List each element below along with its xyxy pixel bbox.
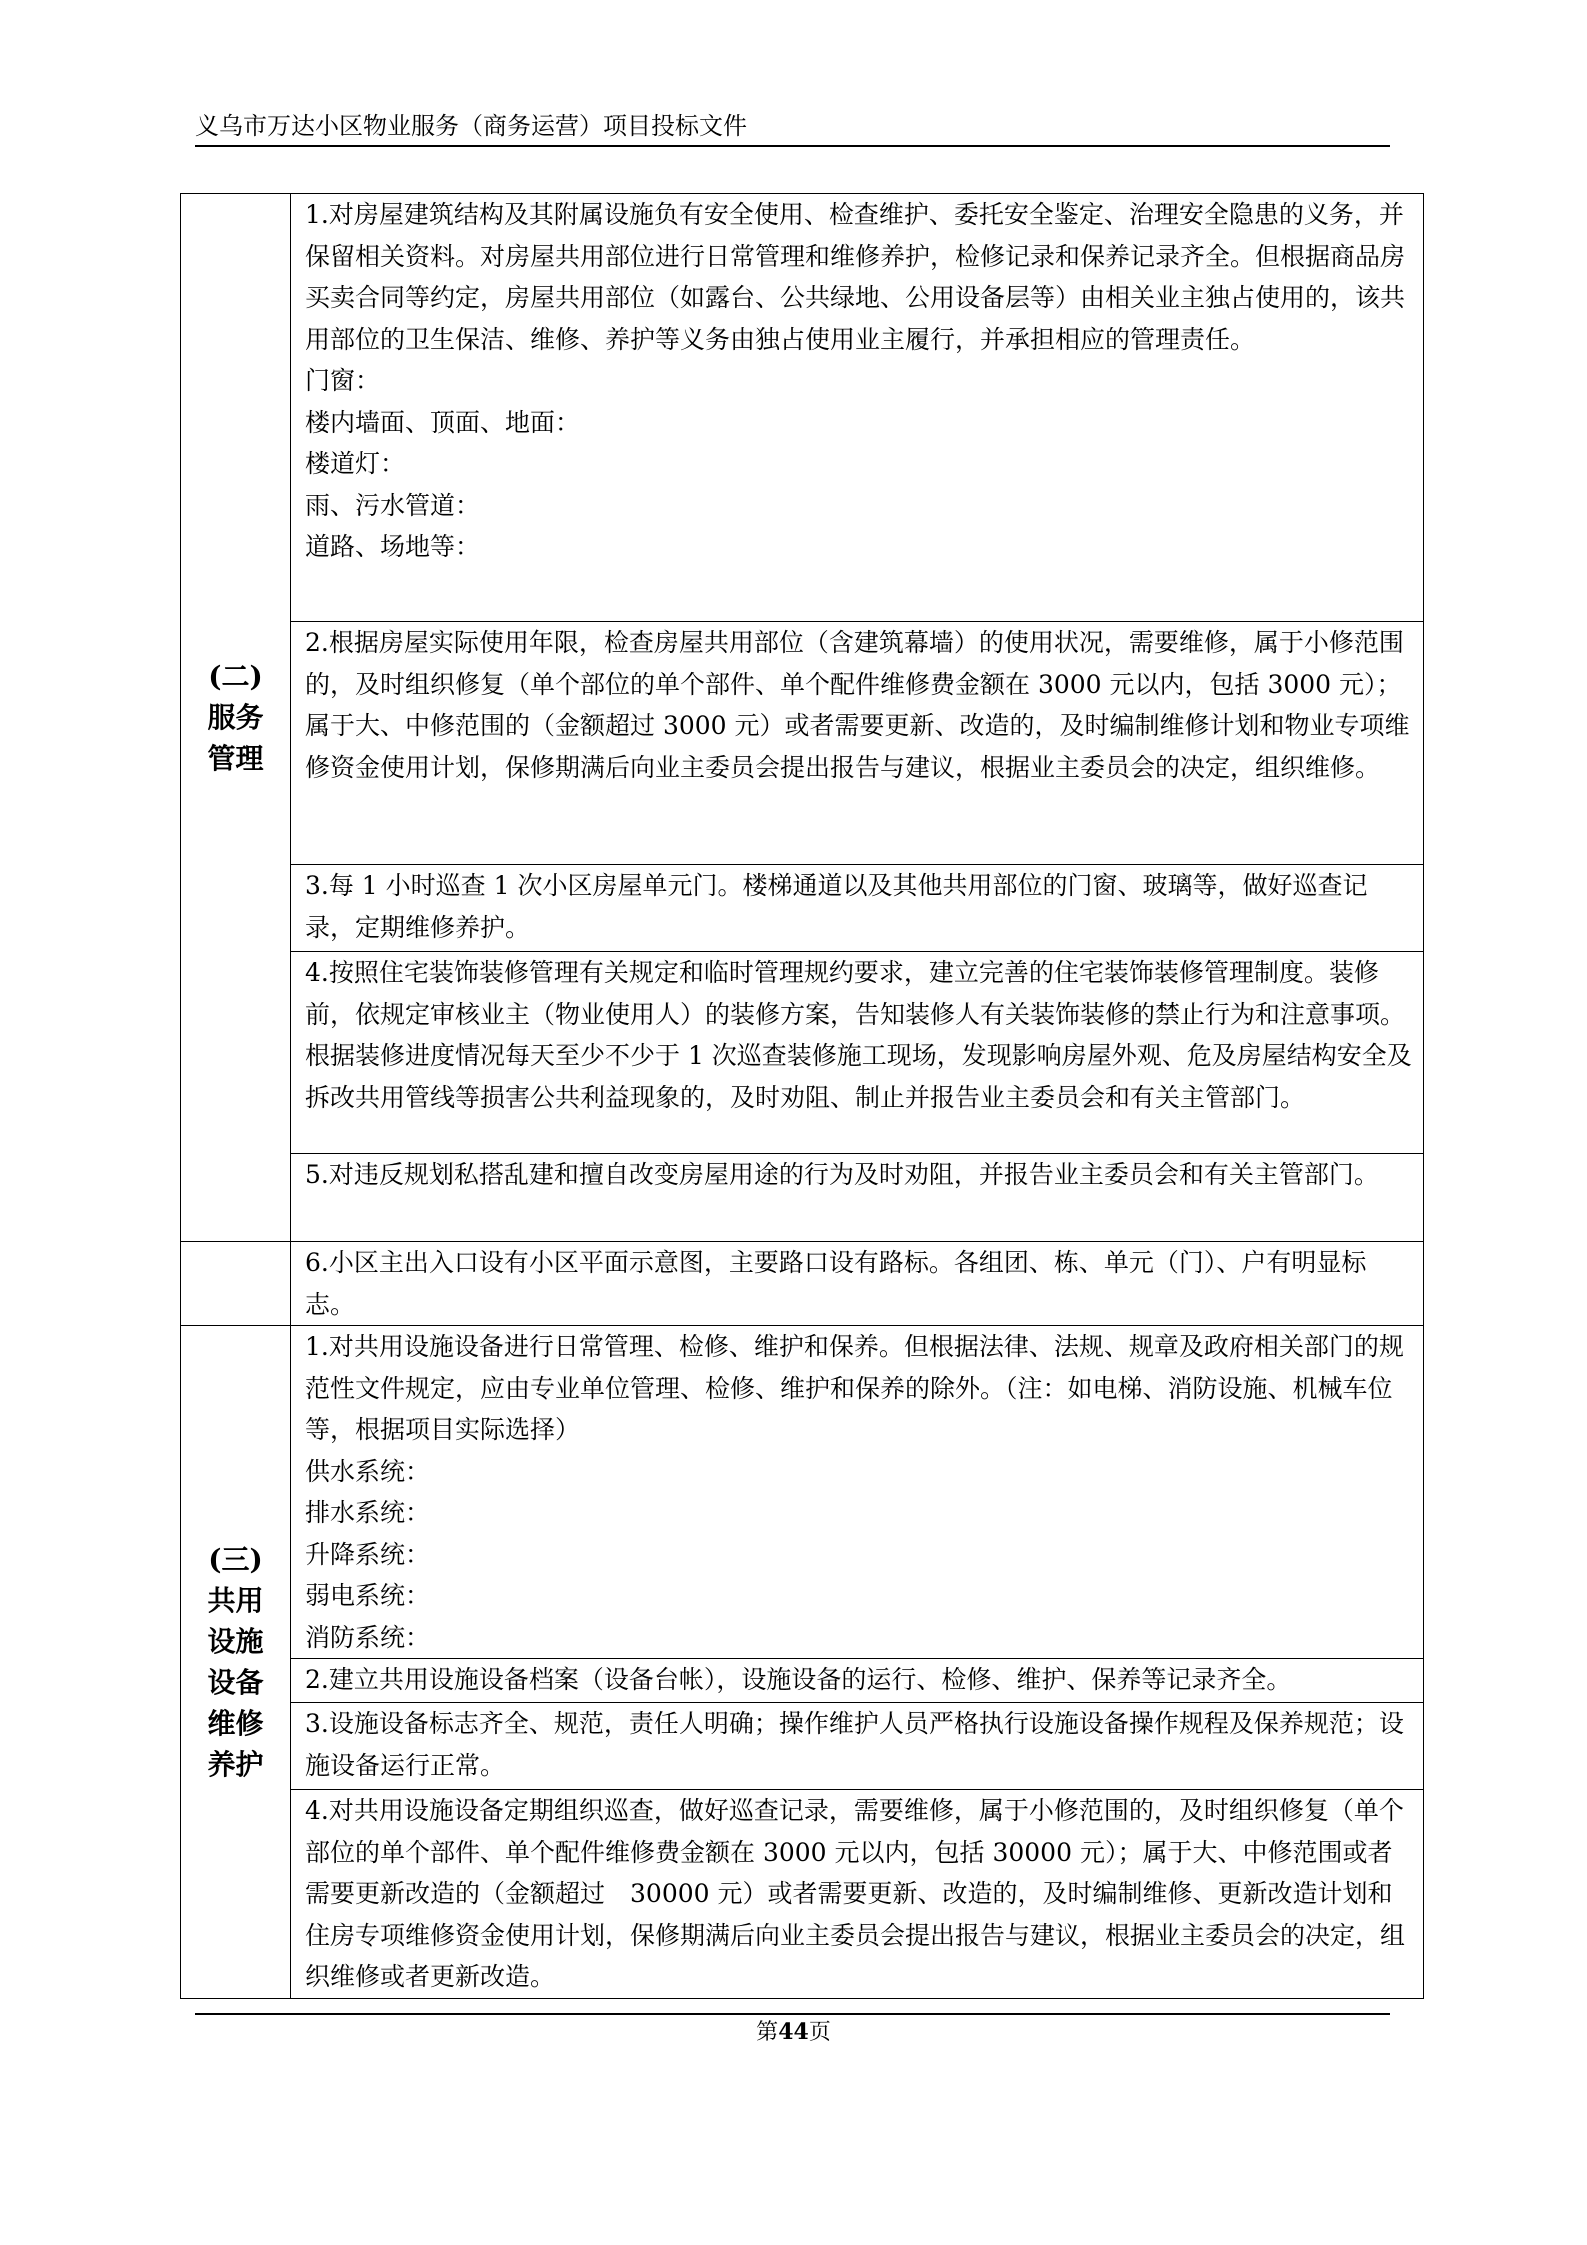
table-row <box>181 1154 1424 1242</box>
sub-item: 楼道灯： <box>305 449 406 478</box>
section-label-cell <box>181 1242 291 1326</box>
item-cell <box>291 1703 1424 1790</box>
sub-item: 排水系统： <box>305 1498 431 1527</box>
page-prefix: 第 <box>756 2020 779 2045</box>
item-text: 4.对共用设施设备定期组织巡查，做好巡查记录，需要维修，属于小修范围的，及时组织修复（单个部位的单个部件、单个配件维修费金额在 3000 元以内，包括 30000 元）；属于大、中修范围或者需要更新改造的（金额超过 30000 元）或者需要更新、改造的，及时编制维修、更新改造计划和住房专项维修资金使用计划，保修期满后向业主委员会提出报告与建议，根据业主委员会的决定，组织维修或者更新改造。 <box>305 1796 1406 1991</box>
table-row <box>181 1703 1424 1790</box>
section-label-cell <box>181 194 291 1242</box>
item-cell <box>291 194 1424 622</box>
item-text: 1.对房屋建筑结构及其附属设施负有安全使用、检查维护、委托安全鉴定、治理安全隐患的义务，并保留相关资料。对房屋共用部位进行日常管理和维修养护，检修记录和保养记录齐全。但根据商品房买卖合同等约定，房屋共用部位（如露台、公共绿地、公用设备层等）由相关业主独占使用的，该共用部位的卫生保洁、维修、养护等义务由独占使用业主履行，并承担相应的管理责任。 <box>305 200 1406 354</box>
item-cell <box>291 865 1424 952</box>
item-text: 1.对共用设施设备进行日常管理、检修、维护和保养。但根据法律、法规、规章及政府相关部门的规范性文件规定，应由专业单位管理、检修、维护和保养的除外。（注：如电梯、消防设施、机械车位等，根据项目实际选择） <box>305 1332 1404 1444</box>
item-cell <box>291 952 1424 1154</box>
section-label-cell <box>181 1326 291 1999</box>
table-row <box>181 1659 1424 1703</box>
item-text: 4.按照住宅装饰装修管理有关规定和临时管理规约要求，建立完善的住宅装饰装修管理制度。装修前，依规定审核业主（物业使用人）的装修方案，告知装修人有关装饰装修的禁止行为和注意事项。根据装修进度情况每天至少不少于 1 次巡查装修施工现场，发现影响房屋外观、危及房屋结构安全及拆改共用管线等损害公共利益现象的，及时劝阻、制止并报告业主委员会和有关主管部门。 <box>305 958 1412 1112</box>
item-text: 3.设施设备标志齐全、规范，责任人明确；操作维护人员严格执行设施设备操作规程及保养规范；设施设备运行正常。 <box>305 1709 1404 1780</box>
item-text: 5.对违反规划私搭乱建和擅自改变房屋用途的行为及时劝阻，并报告业主委员会和有关主管部门。 <box>305 1160 1379 1189</box>
table-row <box>181 952 1424 1154</box>
item-cell <box>291 1154 1424 1242</box>
item-text: 2.建立共用设施设备档案（设备台帐），设施设备的运行、检修、维护、保养等记录齐全。 <box>305 1665 1292 1694</box>
sub-item: 雨、污水管道： <box>305 490 481 520</box>
header-rule <box>195 145 1390 147</box>
sub-item: 楼内墙面、顶面、地面： <box>305 407 581 437</box>
section-label: (二)服务管理 <box>207 660 264 775</box>
sub-item: 消防系统： <box>305 1622 431 1652</box>
page-number-value: 44 <box>778 2019 809 2045</box>
sub-item: 道路、场地等： <box>305 532 481 561</box>
section-label: (三)共用设施设备维修养护 <box>207 1542 264 1781</box>
item-text: 6.小区主出入口设有小区平面示意图，主要路口设有路标。各组团、栋、单元（门）、户有明显标志。 <box>305 1248 1367 1319</box>
table-row <box>181 622 1424 865</box>
page-suffix: 页 <box>808 2020 831 2045</box>
item-text: 3.每 1 小时巡查 1 次小区房屋单元门。楼梯通道以及其他共用部位的门窗、玻璃等，做好巡查记录，定期维修养护。 <box>305 871 1368 942</box>
sub-item: 供水系统： <box>305 1456 431 1486</box>
table-row <box>181 1790 1424 1999</box>
item-cell <box>291 1659 1424 1703</box>
item-cell <box>291 1242 1424 1326</box>
item-cell <box>291 622 1424 865</box>
item-cell <box>291 1326 1424 1659</box>
item-text: 2.根据房屋实际使用年限，检查房屋共用部位（含建筑幕墙）的使用状况，需要维修，属于小修范围的，及时组织修复（单个部位的单个部件、单个配件维修费金额在 3000 元以内，包括 3000 元）；属于大、中修范围的（金额超过 3000 元）或者需要更新、改造的，及时编制维修计划和物业专项维修资金使用计划，保修期满后向业主委员会提出报告与建议，根据业主委员会的决定，组织维修。 <box>305 628 1410 782</box>
service-spec-table <box>180 193 1424 1999</box>
sub-item: 门窗： <box>305 366 381 395</box>
item-cell <box>291 1790 1424 1999</box>
document-header-title: 义乌市万达小区物业服务（商务运营）项目投标文件 <box>195 112 747 140</box>
table-row <box>181 865 1424 952</box>
sub-item: 升降系统： <box>305 1539 431 1569</box>
footer-rule <box>195 2013 1390 2015</box>
table-row <box>181 1326 1424 1659</box>
table-row <box>181 194 1424 622</box>
table-row <box>181 1242 1424 1326</box>
page-number <box>0 2019 1587 2046</box>
sub-item: 弱电系统： <box>305 1581 431 1610</box>
